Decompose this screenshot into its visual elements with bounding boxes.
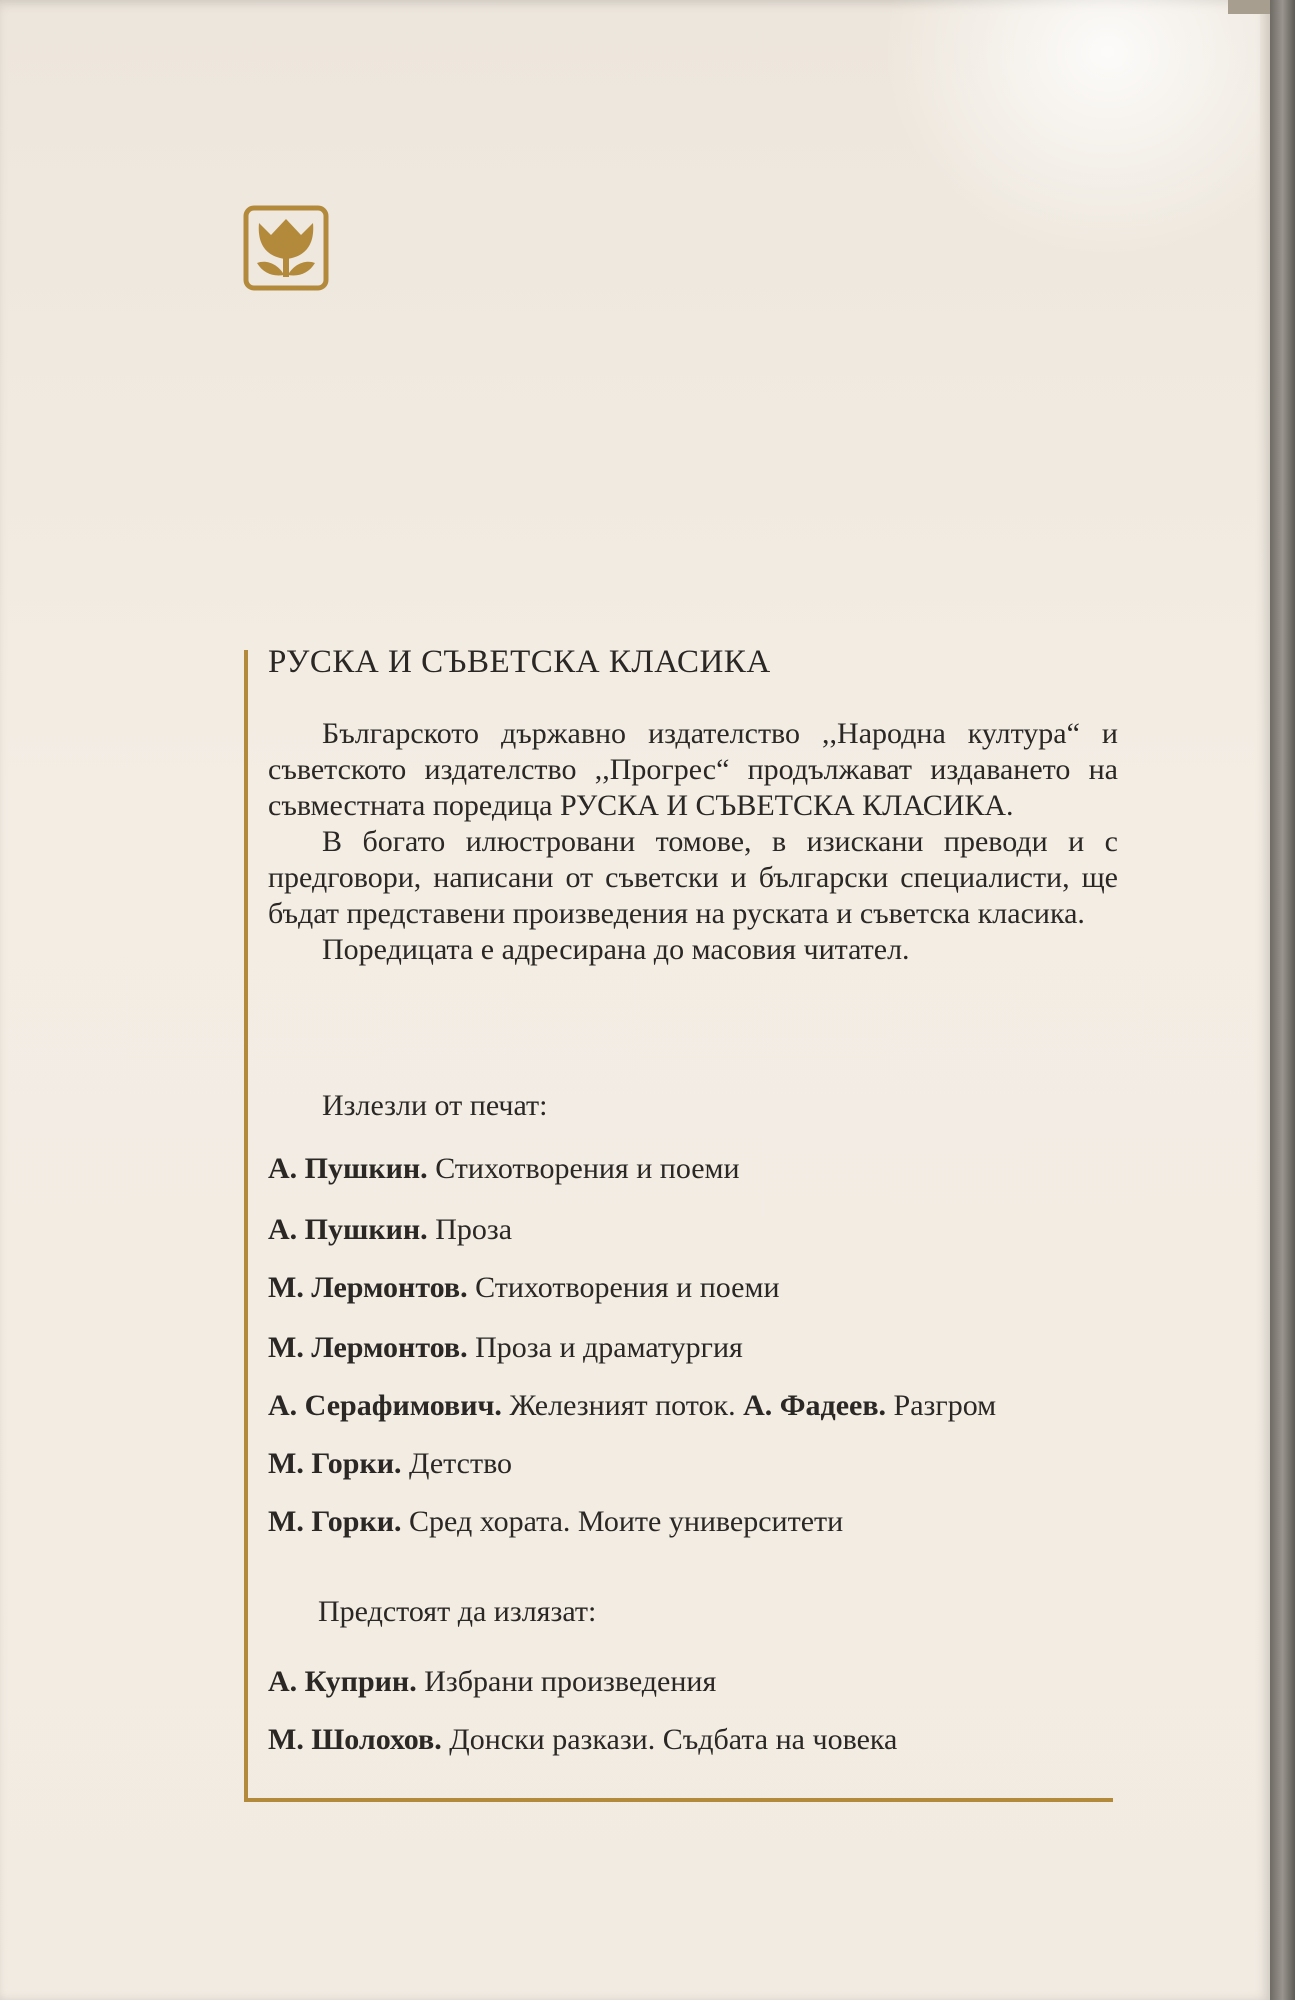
book-title: Железният поток.	[509, 1389, 736, 1422]
published-item	[268, 1151, 740, 1187]
tulip-icon	[243, 205, 329, 291]
book-author-second: А. Фадеев.	[743, 1389, 887, 1422]
frame-bottom-rule	[244, 1798, 1113, 1802]
intro-paragraph: Българското държавно издателство ,,Народна култура“ и съветското издателство ,,Прогрес“ продължават издаването на съвместната поредица РУСКА И СЪВЕТСКА КЛАСИКА.	[268, 717, 1118, 822]
book-author: М. Горки.	[268, 1447, 402, 1480]
book-author: М. Лермонтов.	[268, 1331, 468, 1364]
book-title: Проза	[435, 1213, 513, 1246]
book-author: А. Куприн.	[268, 1665, 417, 1698]
upcoming-item	[268, 1664, 716, 1700]
upcoming-item	[268, 1722, 897, 1758]
glare-highlight	[880, 0, 1260, 260]
book-author: А. Пушкин.	[268, 1152, 428, 1185]
page-edge-top	[1228, 0, 1270, 14]
book-author: М. Горки.	[268, 1505, 402, 1538]
upcoming-heading: Предстоят да излязат:	[318, 1595, 597, 1628]
audience-paragraph: Поредицата е адресирана до масовия читател.	[322, 933, 910, 966]
book-title: Проза и драматургия	[475, 1331, 743, 1364]
published-item	[268, 1504, 843, 1540]
book-title-second: Разгром	[893, 1389, 997, 1422]
series-title: РУСКА И СЪВЕТСКА КЛАСИКА	[268, 644, 771, 680]
series-description-block	[268, 636, 1118, 1756]
description-paragraph: В богато илюстровани томове, в изискани преводи и с предговори, написани от съветски и български специалисти, ще бъдат представени произведения на руската и съветска класика.	[268, 825, 1118, 930]
book-title: Детство	[409, 1447, 513, 1480]
published-item	[268, 1388, 996, 1424]
book-title: Сред хората. Моите университети	[409, 1505, 844, 1538]
book-title: Стихотворения и поеми	[435, 1152, 740, 1185]
book-spine-edge	[1270, 0, 1295, 2000]
published-item	[268, 1270, 780, 1306]
book-author: М. Шолохов.	[268, 1723, 442, 1756]
book-title: Избрани произведения	[424, 1665, 717, 1698]
book-author: М. Лермонтов.	[268, 1271, 468, 1304]
published-item	[268, 1212, 512, 1248]
published-heading: Излезли от печат:	[322, 1089, 548, 1122]
book-author: А. Серафимович.	[268, 1389, 502, 1422]
book-author: А. Пушкин.	[268, 1213, 428, 1246]
book-title: Донски разкази. Съдбата на човека	[449, 1723, 898, 1756]
book-title: Стихотворения и поеми	[475, 1271, 780, 1304]
published-item	[268, 1446, 512, 1482]
published-item	[268, 1330, 743, 1366]
frame-left-rule	[244, 650, 248, 1802]
